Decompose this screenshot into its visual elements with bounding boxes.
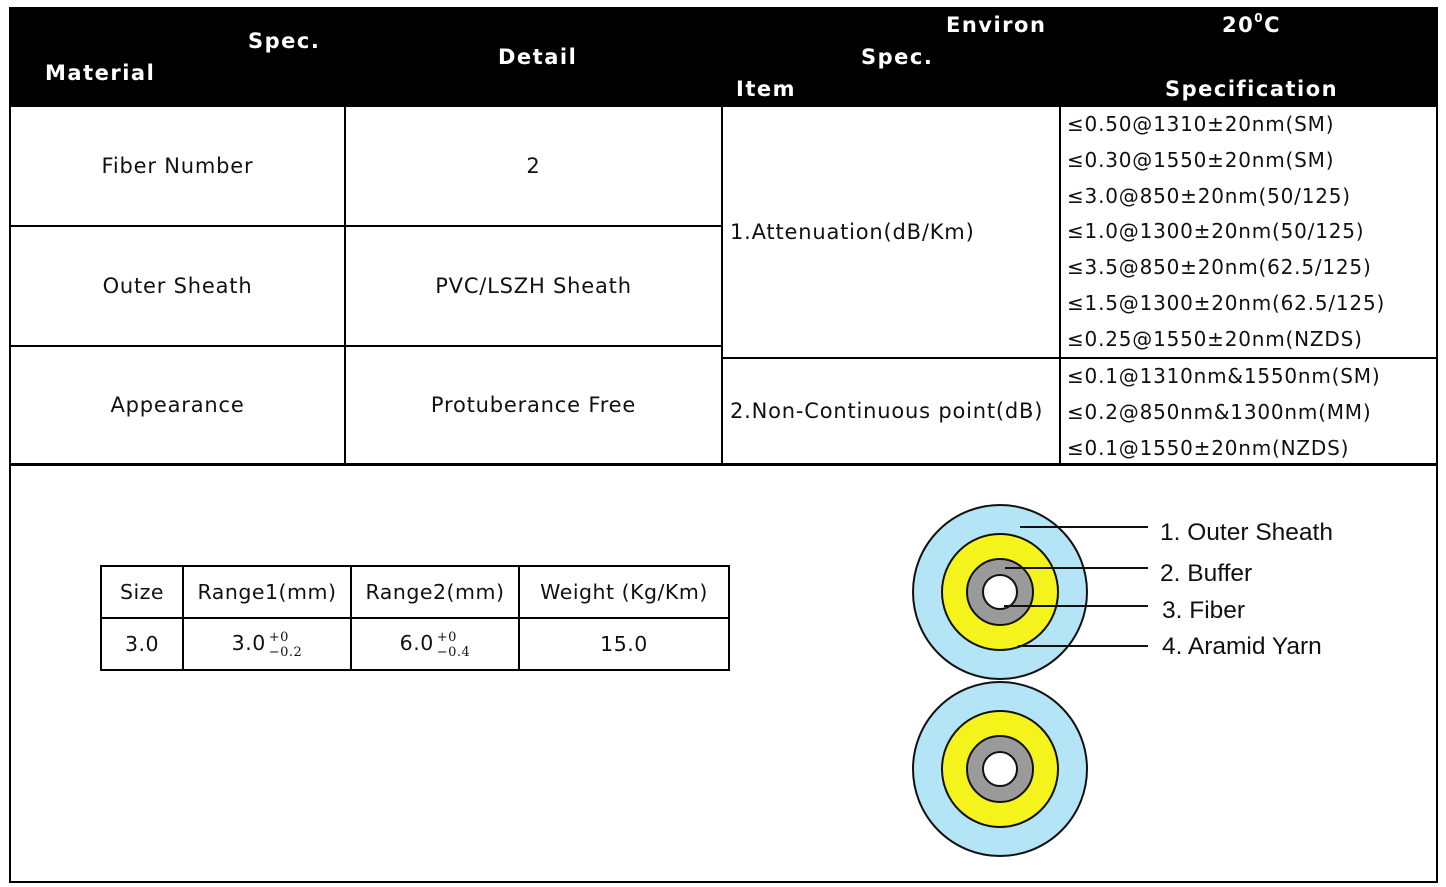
- size-table-row: [101, 618, 729, 670]
- spec-value: ≤3.5@850±20nm(62.5/125): [1067, 255, 1372, 279]
- material-detail: 2: [526, 154, 541, 178]
- divider: [9, 463, 1438, 466]
- cable-top: [913, 505, 1087, 679]
- size-table-header-row: [101, 566, 729, 618]
- fiber-shape: [983, 575, 1017, 609]
- spec-value: ≤1.5@1300±20nm(62.5/125): [1067, 291, 1386, 315]
- header-spec-left: Spec.: [248, 29, 321, 53]
- material-detail: Protuberance Free: [430, 393, 637, 417]
- range2-value: 6.0 +0 −0.4: [351, 618, 519, 670]
- cable-cross-section-diagram: [900, 500, 1400, 870]
- spec-value: ≤0.2@850nm&1300nm(MM): [1067, 400, 1372, 424]
- header-item: Item: [736, 77, 796, 101]
- weight-value: 15.0: [519, 618, 729, 670]
- header-environ: Environ: [946, 13, 1047, 37]
- range2-header: Range2(mm): [351, 566, 519, 618]
- material-label: Appearance: [110, 393, 245, 417]
- cable-bottom: [913, 682, 1087, 856]
- label-fiber: 3. Fiber: [1162, 597, 1246, 624]
- item-attenuation: 1.Attenuation(dB/Km): [730, 220, 975, 244]
- header-detail: Detail: [498, 45, 578, 69]
- label-aramid-yarn: 4. Aramid Yarn: [1162, 633, 1322, 660]
- spec-value: ≤0.1@1550±20nm(NZDS): [1067, 436, 1350, 460]
- material-label: Fiber Number: [101, 154, 254, 178]
- spec-value: ≤0.50@1310±20nm(SM): [1067, 112, 1335, 136]
- spec-value: ≤1.0@1300±20nm(50/125): [1067, 219, 1365, 243]
- item-non-continuous: 2.Non-Continuous point(dB): [730, 399, 1044, 423]
- fiber-shape: [983, 752, 1017, 786]
- size-value: 3.0: [101, 618, 183, 670]
- header-material: Material: [45, 61, 156, 85]
- divider: [721, 107, 723, 464]
- header-specification: Specification: [1165, 77, 1339, 101]
- range1-header: Range1(mm): [183, 566, 351, 618]
- spec-value: ≤0.25@1550±20nm(NZDS): [1067, 327, 1363, 351]
- weight-header: Weight (Kg/Km): [519, 566, 729, 618]
- table-header: [9, 7, 1438, 107]
- range1-value: 3.0 +0 −0.2: [183, 618, 351, 670]
- spec-value: ≤3.0@850±20nm(50/125): [1067, 184, 1351, 208]
- size-header: Size: [101, 566, 183, 618]
- material-label: Outer Sheath: [102, 274, 253, 298]
- size-table: [100, 565, 730, 671]
- material-detail: PVC/LSZH Sheath: [435, 274, 632, 298]
- spec-value: ≤0.1@1310nm&1550nm(SM): [1067, 364, 1381, 388]
- spec-value: ≤0.30@1550±20nm(SM): [1067, 148, 1335, 172]
- divider: [1059, 107, 1061, 464]
- label-buffer: 2. Buffer: [1160, 560, 1253, 587]
- label-outer-sheath: 1. Outer Sheath: [1160, 519, 1333, 546]
- header-temperature: $20^0C$: [1222, 11, 1282, 37]
- header-spec-right: Spec.: [861, 45, 934, 69]
